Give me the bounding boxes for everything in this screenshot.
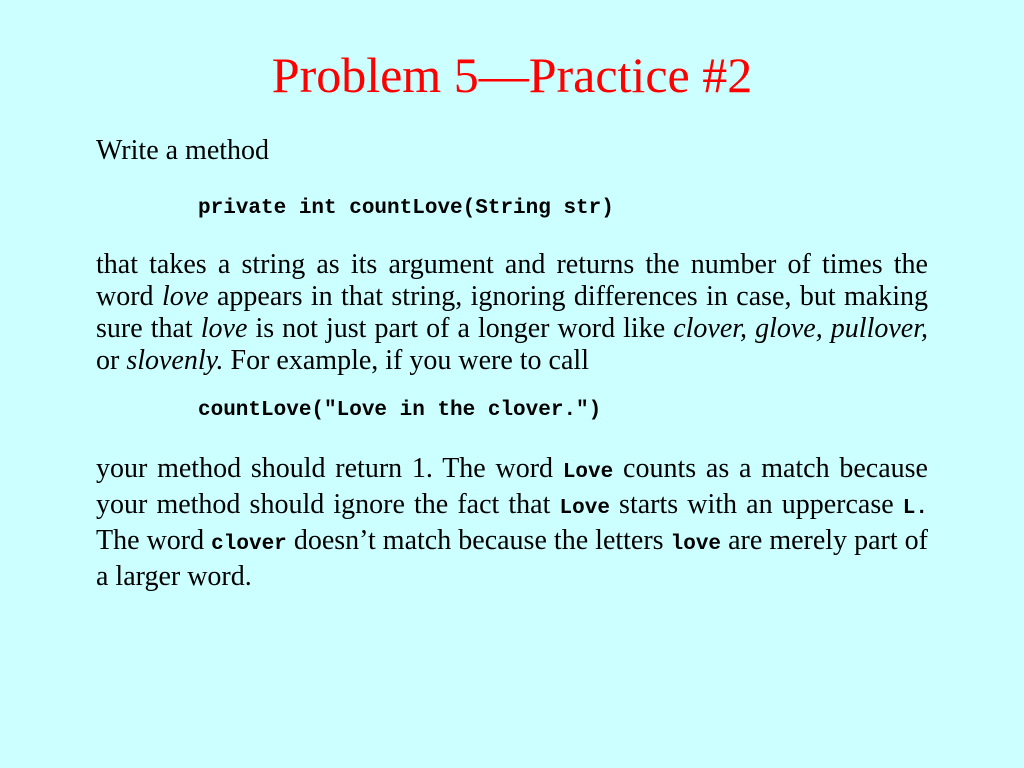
description-text-1: that takes a string as its argument and returns the number of times the word	[96, 249, 928, 312]
inline-code-clover: clover	[211, 533, 287, 556]
description-paragraph	[96, 249, 928, 377]
description-text-2: appears in that string, ignoring differences in case, but making sure that	[96, 281, 928, 344]
description-text-3: is not just part of a longer word like	[247, 313, 674, 344]
description-text-5: For example, if you were to call	[223, 345, 589, 376]
result-text-4: The word	[96, 525, 212, 556]
slide-body	[96, 135, 928, 593]
intro-text: Write a method	[96, 135, 270, 166]
result-paragraph	[96, 453, 928, 593]
inline-code-uppercase-l: L.	[902, 497, 928, 520]
inline-code-love-lowercase: love	[670, 533, 722, 556]
method-call-code: countLove("Love in the clover.")	[198, 399, 602, 422]
slide-title: Problem 5—Practice #2	[271, 47, 753, 103]
emphasis-love: love	[200, 313, 248, 344]
result-text-1: your method should return 1. The word	[96, 453, 563, 484]
result-text-2: counts as a match because your method should ignore the fact that	[96, 453, 928, 520]
result-text-3: starts with an uppercase	[609, 489, 903, 520]
inline-code-love: Love	[562, 461, 614, 484]
description-text-4: or	[96, 345, 127, 376]
result-text-6: are merely part of a larger word.	[96, 525, 928, 592]
method-signature-code: private int countLove(String str)	[198, 197, 614, 220]
emphasis-love: love	[161, 281, 209, 312]
result-text-5: doesn’t match because the letters	[286, 525, 671, 556]
emphasis-slovenly: slovenly.	[126, 345, 224, 376]
emphasis-example-words: clover, glove, pullover,	[673, 313, 928, 344]
inline-code-love: Love	[559, 497, 610, 520]
